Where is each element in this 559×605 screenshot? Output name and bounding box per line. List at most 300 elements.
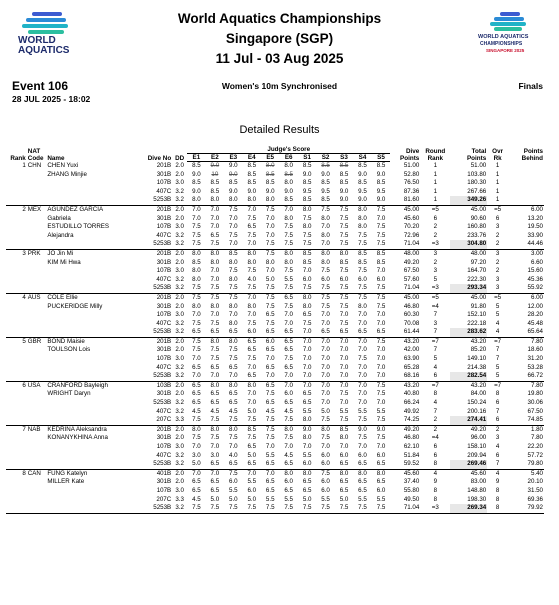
judge-score [316,215,334,224]
judge-score [243,469,261,478]
rank-cell [6,232,27,241]
judge-score [243,425,261,434]
judge-score [335,372,353,381]
judge-score [261,372,279,381]
judge-score-value: 7.5 [192,346,201,354]
judge-score [206,487,224,496]
judge-score-value: 7.0 [247,363,257,371]
judge-score [335,196,353,205]
degree-of-difficulty: 3.3 [175,495,184,503]
judge-score-value: 6.5 [284,346,293,354]
judge-score [224,215,242,224]
judge-score-value: 8.5 [358,162,367,169]
judge-score-value: 8.0 [210,425,220,433]
judge-score [298,355,316,364]
athlete-name: COLE Ellie [47,293,78,301]
round-rank: 2 [433,231,438,239]
athlete-name: Gabriela [47,214,71,222]
degree-of-difficulty: 3.2 [172,372,187,381]
judge-score [353,259,371,268]
dive-row [6,284,544,293]
judge-score [224,284,242,293]
overall-rank: 7 [495,355,500,363]
judge-score-value: 7.0 [302,381,312,389]
judge-score [316,196,334,205]
overall-rank: 8 [487,504,508,513]
judge-score [316,346,334,355]
round-rank: 1 [420,196,450,205]
judge-score [372,408,391,417]
judge-score-value: 9.0 [265,187,275,195]
judge-score [316,179,334,188]
judge-score [224,390,242,399]
judge-score [372,171,391,180]
judge-score-value: 7.0 [321,443,330,450]
nat-cell [27,460,47,469]
judge-score [335,249,353,258]
judge-score-value: 7.5 [321,504,330,512]
judge-score-value: 7.5 [247,434,257,442]
judge-score [335,355,353,364]
athlete-name [46,320,144,329]
judge-score-value: 7.5 [284,231,293,239]
dive-row [6,346,544,355]
judge-score [353,434,371,443]
col-judge-e4: E4 [243,154,261,162]
judge-score [206,223,224,232]
judge-score-value: 6.0 [376,451,386,459]
judge-score [316,425,334,434]
judge-score [372,337,391,346]
judge-score [353,381,371,390]
athlete-name [46,443,144,452]
judge-score [206,303,224,312]
judge-score-value: 8.0 [339,249,349,257]
judge-score [353,390,371,399]
judge-score-value: 5.0 [321,407,330,415]
rank-cell [6,460,27,469]
total-points: 43.20 [470,381,487,389]
total-points: 214.38 [467,363,487,371]
overall-rank: 1 [495,170,500,178]
judge-score [206,460,224,469]
judge-score-value: 8.5 [302,258,312,266]
judge-score [243,223,261,232]
judge-score [335,381,353,390]
judge-score [187,223,205,232]
athlete-name: KONANYKHINA Anna [47,434,108,442]
judge-score [298,434,316,443]
dive-number: 107B [156,267,172,275]
judge-score-value: 8.5 [339,170,349,178]
judge-score [316,390,334,399]
degree-of-difficulty: 3.2 [175,319,184,327]
rank-cell [6,240,27,249]
athlete-name: KEDRINA Aleksandra [47,425,107,433]
total-points: 222.18 [467,319,487,327]
round-rank: 5 [433,355,438,363]
judge-score-value: 9.5 [321,187,330,195]
judge-score [279,267,297,276]
judge-score [316,320,334,329]
judge-score-value: 7.5 [302,284,312,292]
overall-rank: 3 [495,434,500,442]
judge-score [224,303,242,312]
judge-score [224,443,242,452]
judge-score [187,425,205,434]
judge-score-value: 7.0 [321,311,330,319]
judge-score [335,293,353,302]
judge-score [243,267,261,276]
nat-cell [27,487,47,496]
judge-score-value: 6.5 [302,478,312,486]
judge-score [243,171,261,180]
points-behind: 31.50 [527,486,543,494]
nat-cell: USA [27,381,41,389]
points-behind: 6.00 [530,293,543,301]
degree-of-difficulty: 3.2 [175,399,184,407]
judge-score [261,223,279,232]
judge-score [316,496,334,505]
judge-score-value: 6.5 [339,460,349,468]
judge-score [206,293,224,302]
degree-of-difficulty: 3.2 [172,328,187,337]
judge-score-value: 6.0 [321,460,330,468]
round-rank: 2 [433,223,438,231]
col-judge-e6: E6 [279,154,297,162]
judge-score-value: 7.5 [229,284,238,292]
judge-score-value: 9.0 [339,187,349,195]
judge-score-value: 7.0 [302,443,312,450]
judge-score-value: 5.0 [339,495,349,503]
athlete-name [46,364,144,373]
dive-number: 407C [156,231,172,239]
judge-score [206,408,224,417]
nat-cell: NAB [27,425,41,433]
judge-score [298,504,316,513]
rank-cell [6,372,27,381]
judge-score [335,399,353,408]
degree-of-difficulty: 2.0 [175,478,184,486]
judge-score [335,240,353,249]
rank-cell [6,259,27,268]
judge-score [372,205,391,214]
judge-score-value: 7.0 [192,355,201,363]
judge-score [279,284,297,293]
degree-of-difficulty: 2.0 [175,214,184,222]
judge-score [261,205,279,214]
judge-score-value: 7.0 [284,205,293,213]
athlete-name [46,196,144,205]
judge-score [372,188,391,197]
judge-score [372,434,391,443]
overall-rank: 1 [495,187,500,195]
judge-score [298,223,316,232]
judge-score [261,487,279,496]
points-behind: 55.92 [508,284,544,293]
dive-row [6,215,544,224]
judge-score-value: 6.5 [192,486,201,494]
athlete-name [46,179,144,188]
points-behind: 67.50 [527,407,543,415]
judge-score-value: 5.5 [284,275,293,283]
total-points: 233.76 [467,231,487,239]
dive-points: 40.80 [403,390,420,398]
judge-score [279,162,297,171]
degree-of-difficulty: 3.2 [172,240,187,249]
judge-score-value: 7.5 [302,319,312,327]
judge-score [206,337,224,346]
dive-number: 201B [156,205,172,213]
judge-score [372,303,391,312]
judge-score-value: 6.5 [247,346,257,354]
judge-score-value: 6.0 [321,275,330,283]
dive-row [6,320,544,329]
judge-score-value: 8.0 [229,275,238,283]
judge-score [316,478,334,487]
judge-score [372,346,391,355]
judge-score [335,215,353,224]
results-table [6,146,544,514]
dive-number: 207C [156,495,172,503]
judge-score [279,364,297,373]
judge-score [335,311,353,320]
judge-score-value: 7.0 [265,372,275,380]
judge-score [243,328,261,337]
round-rank: 8 [420,460,450,469]
judge-score-value: 9.0 [376,425,386,433]
judge-score [243,416,261,425]
judge-score-value: 7.0 [284,372,293,380]
dive-row [6,223,544,232]
judge-score-value: 6.5 [321,328,330,336]
rank-cell: 8 [22,469,26,477]
dive-row [6,355,544,364]
round-rank: 2 [433,258,438,266]
judge-score [353,408,371,417]
judge-score [206,478,224,487]
judge-score-value: 6.0 [376,486,386,494]
judge-score-value: 7.5 [339,223,349,231]
total-points: 158.10 [467,443,487,450]
judge-score [187,372,205,381]
round-rank: 6 [433,451,438,459]
judge-score [187,311,205,320]
judge-score-value: 7.0 [210,372,220,380]
judge-score-value: 6.5 [210,390,220,398]
judge-score-value: 7.0 [302,355,312,363]
judge-score [316,408,334,417]
rank-cell: 4 [22,293,26,301]
round-rank: 4 [433,469,438,477]
dive-row [6,452,544,461]
judge-score-value: 6.5 [376,328,386,336]
event-number: Event 106 [12,79,69,93]
judge-score-value: 7.5 [339,416,349,424]
judge-score [335,259,353,268]
judge-score-value: 8.0 [210,302,220,310]
judge-score-value: 7.5 [229,205,238,213]
judge-score-value: 4.5 [192,495,201,503]
judge-score-value: 5.5 [376,495,386,503]
judge-score [353,196,371,205]
judge-score-value: 6.5 [358,328,367,336]
degree-of-difficulty: 2.0 [175,302,184,310]
degree-of-difficulty: 3.0 [175,267,184,275]
rank-cell: 6 [22,381,26,389]
judge-score-value: 8.0 [302,434,312,442]
dive-points: 45.60 [403,214,420,222]
dive-number: 207C [144,416,172,425]
dive-number: 107B [156,179,172,187]
judge-score-value: 6.5 [265,363,275,371]
judge-score [353,179,371,188]
overall-rank: 5 [495,302,500,310]
judge-score [335,320,353,329]
dive-points: 49.50 [403,495,420,503]
degree-of-difficulty: 3.2 [172,504,187,513]
judge-score-value: 7.5 [376,223,386,231]
judge-score-value: 7.5 [339,214,349,222]
total-points: 148.80 [467,486,487,494]
judge-score-value: 7.5 [247,284,257,292]
judge-score-value: 7.5 [358,231,367,239]
logo-r-line1: WORLD AQUATICS [478,34,529,40]
judge-score [187,337,205,346]
overall-rank: 6 [495,451,500,459]
judge-score [224,311,242,320]
judge-score-value: 4.5 [284,451,293,459]
nat-cell [27,355,47,364]
judge-score [353,162,371,171]
judge-score [261,478,279,487]
judge-score [187,179,205,188]
rank-cell [6,434,27,443]
dive-number: 107B [156,443,172,450]
points-behind: 66.72 [508,372,544,381]
judge-score-value: 8.5 [284,196,293,204]
nat-cell [27,496,47,505]
col-ovr: Ovr Rk [492,147,504,162]
dive-points: 70.20 [403,223,420,231]
dive-row [6,496,544,505]
judge-score-value: 7.5 [229,504,238,512]
col-judge-e2: E2 [206,154,224,162]
judge-score [206,355,224,364]
judge-score [187,320,205,329]
col-dive: Dive No [147,154,172,162]
judge-score [279,504,297,513]
judge-score-value: 8.5 [339,162,349,169]
judge-score-value: 7.0 [265,231,275,239]
judge-score-value: 7.0 [247,390,257,398]
judge-score [279,293,297,302]
judge-score [335,408,353,417]
degree-of-difficulty: 2.0 [175,170,184,178]
judge-score-value: 8.0 [284,425,293,433]
judge-score [187,408,205,417]
judge-score [243,408,261,417]
dive-points: 46.80 [403,302,420,310]
judge-score-value: 7.5 [265,284,275,292]
round-rank: 8 [433,390,438,398]
judge-score [261,364,279,373]
judge-score [206,311,224,320]
judge-score [353,452,371,461]
judge-score-value: 7.0 [247,240,257,248]
event-name: Women's 10m Synchronised [221,81,338,91]
nat-cell: PRK [27,249,41,257]
judge-score [261,434,279,443]
judge-score [224,276,242,285]
judge-score [353,188,371,197]
judge-score-value: 4.5 [192,407,201,415]
judge-score-value: 8.5 [265,170,275,178]
judge-score [224,496,242,505]
judge-score [353,496,371,505]
judge-score [206,416,224,425]
judge-score-value: 7.5 [321,267,330,275]
judge-score [261,267,279,276]
judge-score-value: 6.5 [229,460,238,468]
judge-score [316,460,334,469]
judge-score-value: 8.0 [229,381,238,389]
col-judges: Judge's Score [187,146,390,154]
overall-rank: 3 [495,249,500,257]
round-rank: 4 [433,363,438,371]
judge-score [243,434,261,443]
judge-score-value: 8.5 [247,179,257,187]
judge-score-value: 8.0 [284,179,293,187]
judge-score [261,337,279,346]
points-behind: 44.46 [508,240,544,249]
rank-cell [6,496,27,505]
event-date: 28 JUL 2025 - 18:02 [12,94,91,104]
judge-score-value: 7.0 [210,469,220,477]
athlete-name: CHEN Yuxi [47,161,79,169]
championship-location: Singapore (SGP) [225,31,334,46]
athlete-name [46,408,144,417]
judge-score-value: 7.5 [339,231,349,239]
col-judge-s2: S2 [316,154,334,162]
judge-score [224,259,242,268]
judge-score [298,293,316,302]
judge-score [187,215,205,224]
judge-score-value: 6.0 [302,275,312,283]
judge-score [316,205,334,214]
judge-score [187,399,205,408]
judge-score-value: 7.0 [192,372,201,380]
judge-score-value: 7.5 [321,302,330,310]
judge-score [261,425,279,434]
judge-score-value: 8.0 [284,162,293,169]
total-points: 198.30 [467,495,487,503]
judge-score [279,399,297,408]
judge-score-value: 8.0 [339,469,349,477]
judge-score-value: 8.0 [192,196,201,204]
judge-score-value: 7.0 [210,443,220,450]
judge-score-value: 7.5 [210,355,220,363]
judge-score [353,487,371,496]
total-points: 304.80 [450,240,487,249]
dive-row [6,478,544,487]
judge-score [261,171,279,180]
judge-score [224,364,242,373]
total-points: 274.41 [450,416,487,425]
dive-row [6,232,544,241]
judge-score [298,425,316,434]
judge-score-value: 7.5 [265,416,275,424]
